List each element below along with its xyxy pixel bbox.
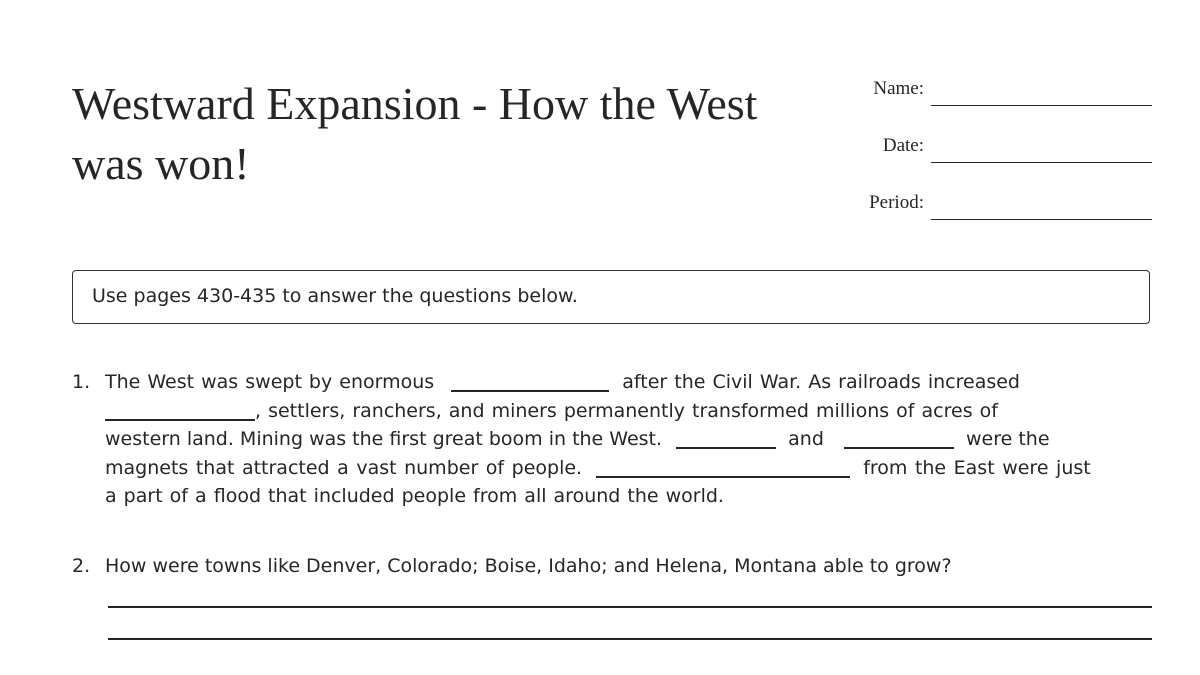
question-1-body: [105, 368, 1135, 511]
period-label: Period:: [869, 192, 924, 213]
blank-2[interactable]: [105, 397, 255, 421]
instructions-text: Use pages 430-435 to answer the questions below.: [92, 285, 578, 307]
title-line-1: Westward Expansion - How the West: [72, 78, 758, 129]
blank-5[interactable]: [596, 454, 850, 478]
question-1-line-5: [105, 482, 1135, 511]
name-field[interactable]: [931, 105, 1152, 106]
answer-line-2[interactable]: [108, 638, 1152, 640]
question-2-text: How were towns like Denver, Colorado; Boise, Idaho; and Helena, Montana able to grow?: [105, 555, 952, 577]
q1-text: The West was swept by enormous: [105, 371, 435, 393]
q1-text: western land. Mining was the first great boom in the West.: [105, 428, 663, 450]
q1-text: from the East were just: [863, 456, 1091, 479]
q1-text: after the Civil War. As railroads increased: [622, 371, 1020, 393]
blank-1[interactable]: [451, 368, 609, 392]
question-number: 2.: [72, 555, 91, 577]
instructions-box: [72, 270, 1150, 324]
question-1-line-3: [105, 425, 1135, 454]
q1-text: were the: [965, 428, 1050, 450]
worksheet-title: [72, 74, 832, 194]
period-row: [820, 190, 1152, 222]
period-field[interactable]: [931, 219, 1152, 220]
date-field[interactable]: [931, 162, 1152, 163]
q1-text: , settlers, ranchers, and miners permanently transformed millions of acres of: [255, 399, 998, 422]
q1-text: magnets that attracted a vast number of people.: [105, 456, 583, 479]
question-1-line-1: [105, 368, 1135, 397]
title-line-2: was won!: [72, 138, 250, 189]
name-label: Name:: [873, 78, 924, 99]
q1-text: and: [788, 428, 824, 450]
question-1-line-4: [105, 454, 1135, 483]
date-row: [820, 133, 1152, 165]
blank-3[interactable]: [676, 425, 776, 449]
question-number: 1.: [72, 371, 91, 393]
date-label: Date:: [882, 135, 924, 156]
q1-text: a part of a flood that included people from all around the world.: [105, 485, 724, 507]
blank-4[interactable]: [844, 425, 954, 449]
answer-line-1[interactable]: [108, 606, 1152, 608]
name-row: [820, 76, 1152, 108]
question-1-line-2: [105, 397, 1135, 426]
